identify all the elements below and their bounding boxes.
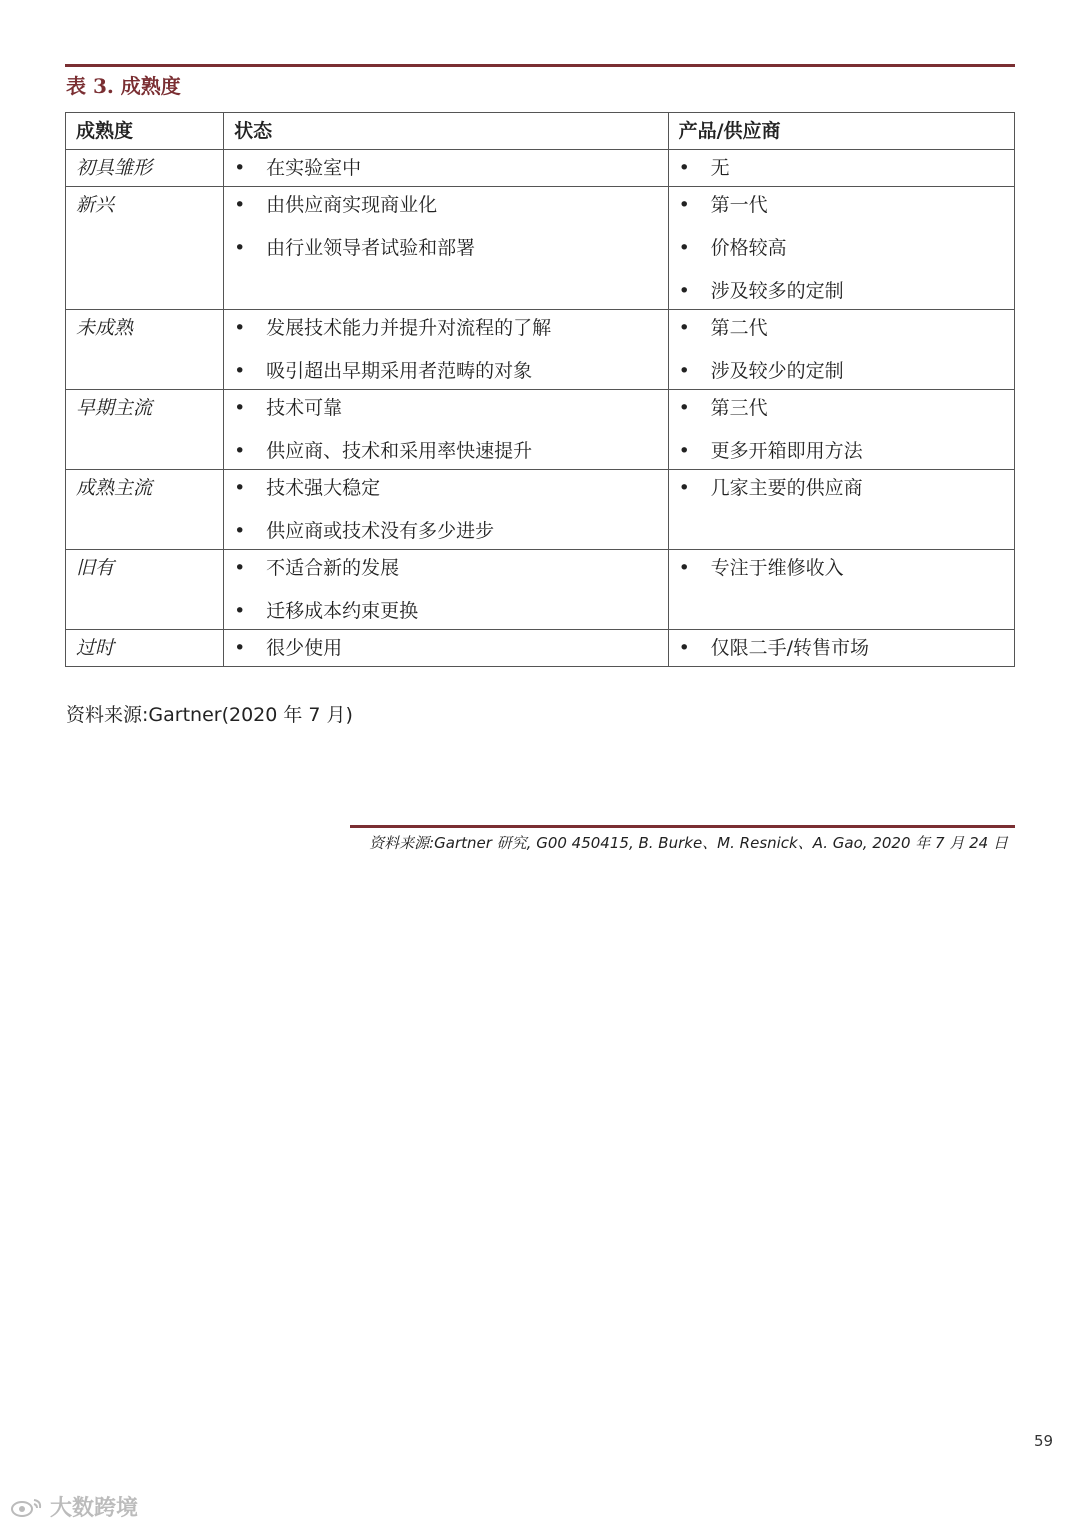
product-cell [668,150,1014,187]
bullet-icon: • [234,360,246,382]
bullet-icon: • [234,237,246,259]
status-item [234,513,657,549]
bullet-icon: • [234,637,246,659]
status-cell [224,310,668,390]
status-list [234,630,657,666]
product-text: 涉及较少的定制 [710,360,844,382]
table-row [66,550,1015,630]
product-text: 更多开箱即用方法 [710,440,863,462]
maturity-stage-cell [66,470,224,550]
maturity-stage-cell [66,390,224,470]
maturity-stage: 早期主流 [76,397,153,419]
status-item [234,433,657,469]
product-item [679,550,1004,586]
bullet-icon: • [234,440,246,462]
bullet-icon: • [234,157,246,179]
maturity-stage: 初具雏形 [76,157,153,179]
status-item [234,630,657,666]
product-item [679,433,1004,469]
product-item [679,390,1004,426]
bullet-icon: • [234,194,246,216]
maturity-stage: 未成熟 [76,317,134,339]
bullet-icon: • [678,157,690,179]
maturity-stage-cell [66,630,224,667]
footer-source: 资料来源:Gartner 研究, G00 450415, B. Burke、M. Resnick、A. Gao, 2020 年 7 月 24 日 [369,834,1008,852]
product-text: 涉及较多的定制 [710,280,844,302]
weibo-like-icon [10,1496,44,1518]
status-text: 技术可靠 [266,397,343,419]
table-row [66,187,1015,310]
status-item [234,230,657,266]
product-text: 价格较高 [710,237,787,259]
maturity-table [65,112,1015,667]
status-item [234,187,657,223]
product-item [679,187,1004,223]
status-list [234,150,657,186]
status-item [234,150,657,186]
table-header-row [66,113,1015,150]
table-row [66,150,1015,187]
status-cell [224,187,668,310]
status-text: 发展技术能力并提升对流程的了解 [266,317,552,339]
product-list [679,390,1004,469]
table-body [66,150,1015,667]
product-cell [668,187,1014,310]
product-item [679,470,1004,506]
bullet-icon: • [678,194,690,216]
product-text: 几家主要的供应商 [710,477,863,499]
bullet-icon: • [678,637,690,659]
product-list [679,630,1004,666]
product-list [679,550,1004,586]
status-cell [224,550,668,630]
bullet-icon: • [678,557,690,579]
bullet-icon: • [234,397,246,419]
status-cell [224,470,668,550]
product-item [679,150,1004,186]
status-item [234,310,657,346]
status-list [234,390,657,469]
bullet-icon: • [678,317,690,339]
maturity-stage: 过时 [76,637,115,659]
bullet-icon: • [234,317,246,339]
table-row [66,310,1015,390]
page-number: 59 [1034,1432,1054,1450]
status-list [234,550,657,629]
status-item [234,593,657,629]
status-item [234,550,657,586]
header-products: 产品/供应商 [668,113,1014,150]
product-list [679,150,1004,186]
bullet-icon: • [678,360,690,382]
product-list [679,470,1004,506]
status-list [234,310,657,389]
product-list [679,310,1004,389]
status-list [234,470,657,549]
bullet-icon: • [234,477,246,499]
table-title: 表 3. 成熟度 [66,74,181,98]
product-cell [668,550,1014,630]
product-item [679,630,1004,666]
bullet-icon: • [678,237,690,259]
product-text: 第三代 [710,397,768,419]
bullet-icon: • [234,600,246,622]
product-list [679,187,1004,309]
maturity-stage-cell [66,550,224,630]
status-item [234,390,657,426]
header-status: 状态 [224,113,668,150]
product-item [679,230,1004,266]
product-text: 无 [710,157,730,179]
status-item [234,353,657,389]
maturity-stage: 成熟主流 [76,477,153,499]
status-cell [224,390,668,470]
table-row [66,630,1015,667]
status-text: 技术强大稳定 [266,477,381,499]
product-text: 第二代 [710,317,768,339]
watermark-text: 大数跨境 [50,1496,139,1521]
top-rule [65,64,1015,67]
status-text: 由行业领导者试验和部署 [266,237,476,259]
product-text: 专注于维修收入 [710,557,844,579]
product-item [679,310,1004,346]
header-maturity: 成熟度 [66,113,224,150]
status-text: 供应商或技术没有多少进步 [266,520,495,542]
status-text: 由供应商实现商业化 [266,194,438,216]
bullet-icon: • [234,520,246,542]
status-cell [224,150,668,187]
product-item [679,353,1004,389]
maturity-stage: 新兴 [76,194,115,216]
table-source: 资料来源:Gartner(2020 年 7 月) [66,704,353,726]
status-text: 供应商、技术和采用率快速提升 [266,440,533,462]
product-item [679,273,1004,309]
bullet-icon: • [678,477,690,499]
product-cell [668,390,1014,470]
status-text: 不适合新的发展 [266,557,400,579]
maturity-stage-cell [66,310,224,390]
status-text: 迁移成本约束更换 [266,600,419,622]
product-cell [668,310,1014,390]
product-text: 仅限二手/转售市场 [710,637,870,659]
status-text: 吸引超出早期采用者范畴的对象 [266,360,533,382]
bullet-icon: • [678,440,690,462]
status-list [234,187,657,266]
footer-rule [350,825,1015,828]
status-text: 在实验室中 [266,157,362,179]
status-cell [224,630,668,667]
product-cell [668,470,1014,550]
maturity-stage-cell [66,187,224,310]
bullet-icon: • [678,397,690,419]
product-cell [668,630,1014,667]
table-row [66,470,1015,550]
maturity-stage: 旧有 [76,557,115,579]
watermark [10,1491,138,1522]
status-text: 很少使用 [266,637,343,659]
bullet-icon: • [678,280,690,302]
table-row [66,390,1015,470]
maturity-stage-cell [66,150,224,187]
product-text: 第一代 [710,194,768,216]
status-item [234,470,657,506]
bullet-icon: • [234,557,246,579]
